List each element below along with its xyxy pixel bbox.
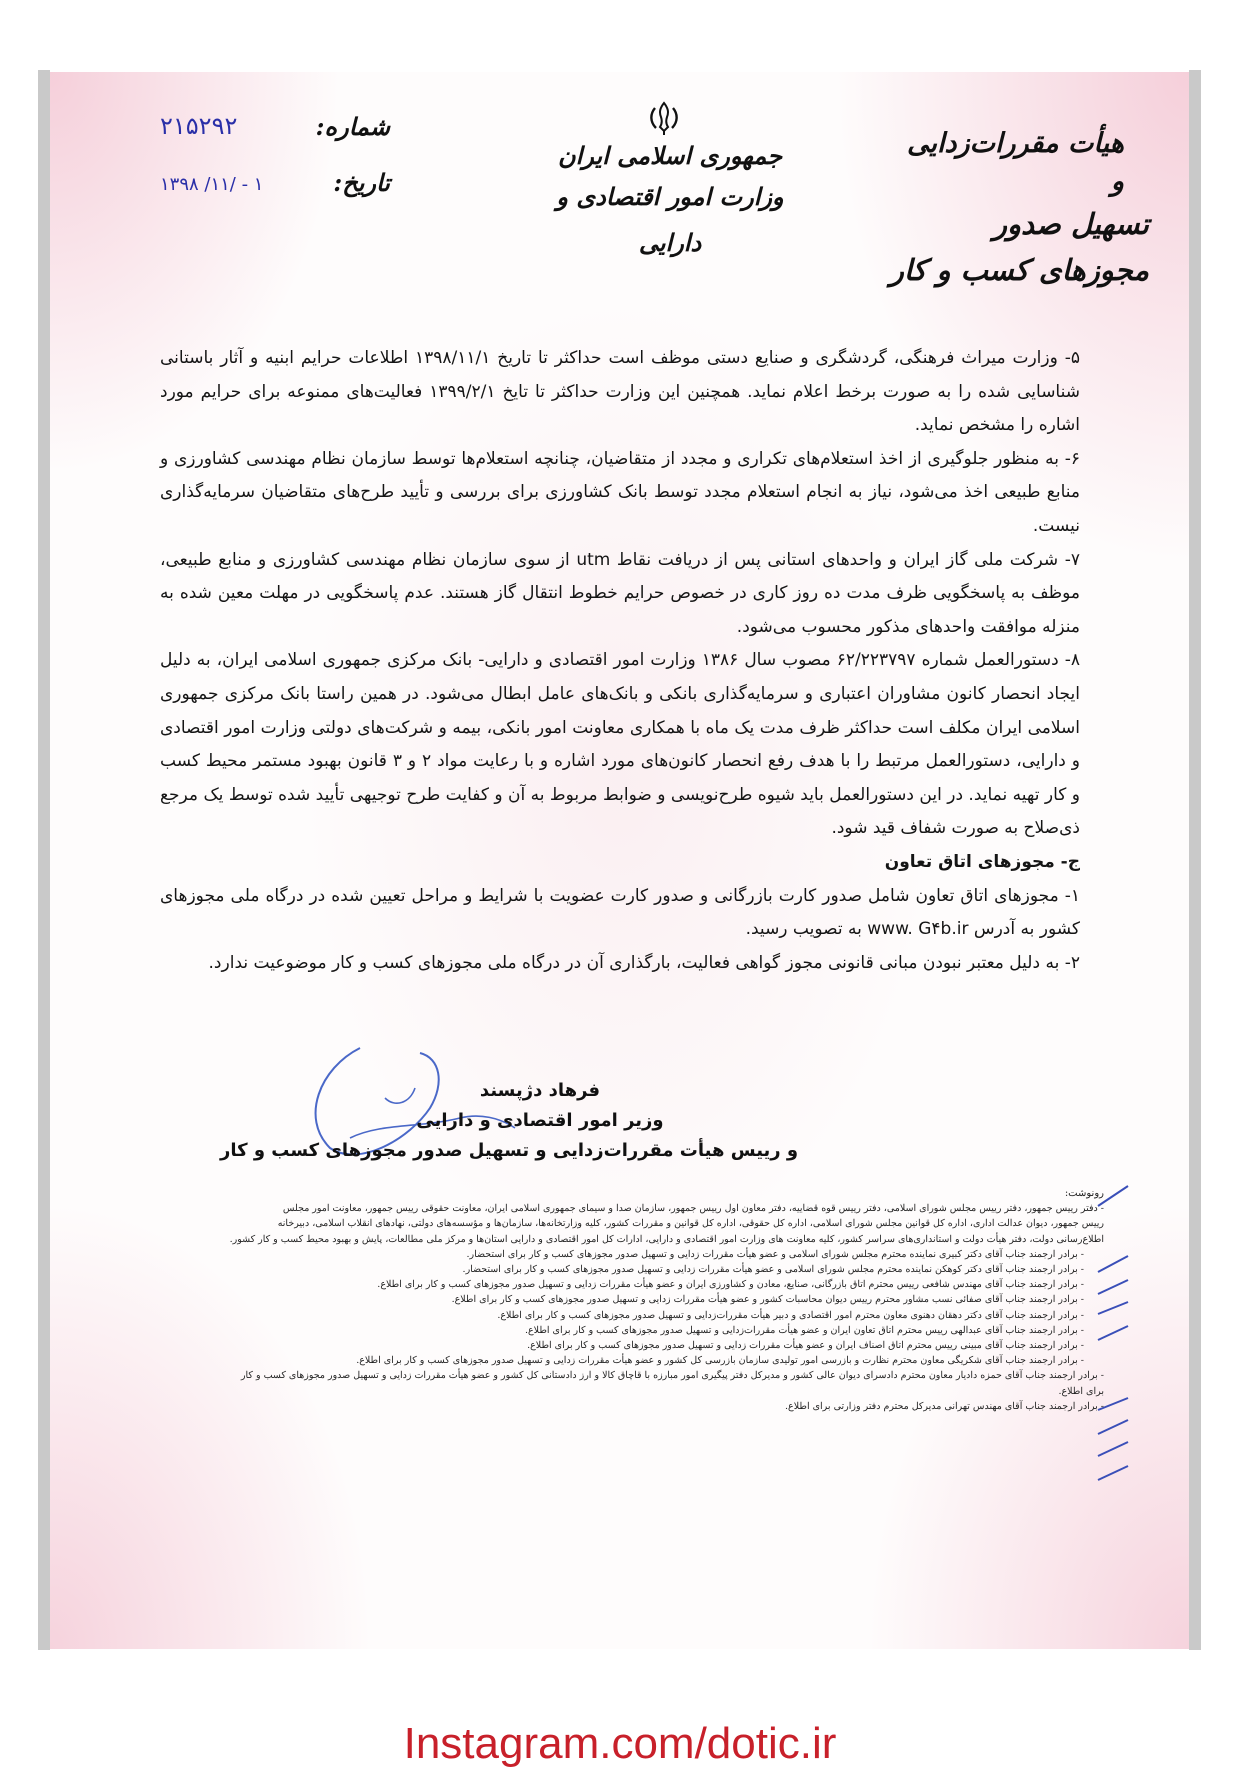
copies-line: - برادر ارجمند جناب آقای مبینی رییس محترم اتاق اصناف ایران و عضو هیأت مقررات زدایی و تسهیل صدور مجوزهای کسب و کار برای اطلاع. — [527, 1340, 1084, 1352]
copies-line: رییس جمهور، دیوان عدالت اداری، اداره کل قوانین مجلس شورای اسلامی، اداره کل حقوقی، اداره کل قوانین و مقررات کشور، کلیه وزارتخانه‌ها، سازمان‌ها و مؤسسه‌های دولتی، نهادهای انقلاب اسلامی، دبیرخانه — [277, 1218, 1104, 1230]
number-label: شماره: — [315, 112, 390, 141]
copies-list — [148, 1186, 1104, 1414]
signatory-title: وزیر امور اقتصادی و دارایی — [416, 1110, 664, 1131]
date-value: ۱۳۹۸ /۱۱/ - ۱ — [160, 174, 264, 195]
signatory-name: فرهاد دژپسند — [479, 1080, 601, 1101]
source-watermark: Instagram.com/dotic.ir — [403, 1719, 837, 1768]
checkmark-icon — [1098, 1302, 1128, 1314]
letter-body — [160, 342, 1080, 980]
clause-6: ۶- به منظور جلوگیری از اخذ استعلام‌های تکراری و مجدد از متقاضیان، چنانچه استعلام‌ها توسط سازمان نظام مهندسی کشاورزی و منابع طبیعی اخذ می‌شود، نیاز به انجام استعلام مجدد توسط بانک کشاورزی برای بررسی و تأیید طرح‌های متقاضیان سرمایه‌گذاری نیست. — [160, 448, 1080, 536]
copies-line: - برادر ارجمند جناب آقای مهندس شافعی رییس محترم اتاق بازرگانی، صنایع، معادن و کشاورزی ایران و عضو هیأت مقررات زدایی و تسهیل صدور مجوزهای کسب و کار برای اطلاع. — [377, 1279, 1084, 1291]
clause-7: ۷- شرکت ملی گاز ایران و واحدهای استانی پس از دریافت نقاط utm از سوی سازمان نظام مهندسی کشاورزی و منابع طبیعی، موظف به پاسخگویی ظرف مدت ده روز کاری در خصوص حرایم خطوط انتقال گاز هستند. عدم پاسخگویی در مهلت معین شده به منزله موافقت واحدهای مذکور محسوب می‌شود. — [160, 549, 1080, 637]
scan-edge-left — [38, 70, 50, 1650]
copies-line: - برادر ارجمند جناب آقای شکریگی معاون محترم نظارت و بازرسی امور تولیدی سازمان بازرسی کل کشور و عضو هیأت مقررات زدایی و تسهیل صدور مجوزهای کسب و کار برای اطلاع. — [356, 1355, 1084, 1367]
national-emblem-icon — [646, 100, 682, 136]
copies-line: - برادر ارجمند جناب آقای مهندس تهرانی مدیرکل محترم دفتر وزارتی برای اطلاع. — [785, 1400, 1104, 1412]
checkmark-icon — [1098, 1256, 1128, 1272]
republic-name: جمهوری اسلامی ایران — [557, 141, 783, 170]
copies-line: - برادر ارجمند جناب آقای عبدالهی رییس محترم اتاق تعاون ایران و عضو هیأت مقررات‌زدایی و تسهیل صدور مجوزهای کسب و کار برای اطلاع. — [524, 1324, 1084, 1336]
section-heading: ج- مجوزهای اتاق تعاون — [884, 851, 1080, 872]
checkmark-icon — [1098, 1442, 1128, 1456]
scan-edge-right — [1189, 70, 1201, 1650]
copies-line: - برادر ارجمند جناب آقای حمزه دادیار معاون محترم دادسرای دیوان عالی کشور و مدیرکل دفتر پیگیری امور مبارزه با قاچاق کالا و ارز دادستانی کل کشور و عضو هیأت مقررات زدایی و تسهیل صدور مجوزهای کسب و کار — [240, 1370, 1104, 1382]
checkmark-icon — [1098, 1326, 1128, 1340]
government-block — [545, 138, 795, 266]
clause-8: ۸- دستورالعمل شماره ۶۲/۲۲۳۷۹۷ مصوب سال ۱۳۸۶ وزارت امور اقتصادی و دارایی- بانک مرکزی جمهوری اسلامی ایران، به دلیل ایجاد انحصار کانون مشاوران اعتباری و سرمایه‌گذاری بانکی و بانک‌های عامل ابطال می‌شود. در همین راستا بانک مرکزی جمهوری اسلامی ایران مکلف است حداکثر ظرف مدت یک ماه با همکاری معاونت امور بانکی، بیمه و شرکت‌های دولتی وزارت امور اقتصادی و دارایی، دستورالعمل مرتبط را با هدف رفع انحصار کانون‌های مورد اشاره و با رعایت مواد ۲ و ۳ قانون بهبود مستمر محیط کسب و کار تهیه نماید. در این دستورالعمل باید شیوه طرح‌نویسی و ضوابط مربوط به آن و کفایت طرح توجیهی تأیید شده توسط یک مرجع ذی‌صلاح به صورت شفاف قید شود. — [160, 650, 1080, 839]
copies-line: - برادر ارجمند جناب آقای دکتر کوهکن نماینده محترم مجلس شورای اسلامی و عضو هیأت مقررات زدایی و تسهیل صدور مجوزهای کسب و کار برای استحضار. — [462, 1264, 1084, 1276]
section-clause-1: ۱- مجوزهای اتاق تعاون شامل صدور کارت بازرگانی و صدور کارت عضویت با شرایط و مراحل تعیین شده در درگاه ملی مجوزهای کشور به آدرس www. G۴b.ir به تصویب رسید. — [160, 885, 1080, 940]
checkmark-icon — [1098, 1398, 1128, 1410]
section-clause-2: ۲- به دلیل معتبر نبودن مبانی قانونی مجوز گواهی فعالیت، بارگذاری آن در درگاه ملی مجوزهای کسب و کار موضوعیت ندارد. — [208, 952, 1080, 973]
letter-date-row — [150, 168, 390, 224]
signature-block — [210, 1076, 870, 1166]
checkmark-icon — [1098, 1420, 1128, 1434]
letter-number-row — [150, 112, 390, 168]
copies-line: - برادر ارجمند جناب آقای صفائی نسب مشاور محترم رییس دیوان محاسبات کشور و عضو هیأت مقررات زدایی و تسهیل صدور مجوزهای کسب و کار برای اطلاع. — [451, 1294, 1084, 1306]
checkmark-icon — [1098, 1186, 1128, 1206]
copies-line: برای اطلاع. — [1058, 1385, 1104, 1397]
copies-line: - برادر ارجمند جناب آقای دکتر کبیری نماینده محترم مجلس شورای اسلامی و عضو هیأت مقررات زدایی و تسهیل صدور مجوزهای کسب و کار برای استحضار. — [466, 1248, 1084, 1260]
issuer-block — [889, 125, 1149, 293]
checkmark-column — [1094, 1184, 1134, 1514]
signatory-title-2: و رییس هیأت مقررات‌زدایی و تسهیل صدور مجوزهای کسب و کار — [220, 1140, 799, 1161]
issuer-line-1: هیأت مقررات‌زدایی و — [907, 128, 1124, 197]
copies-line: - دفتر رییس جمهور، دفتر رییس مجلس شورای اسلامی، دفتر رییس قوه قضاییه، دفتر معاون اول رییس جمهور، سازمان صدا و سیمای جمهوری اسلامی ایران، معاونت حقوقی رییس جمهور، معاونت امور مجلس — [282, 1203, 1104, 1215]
copies-line: - برادر ارجمند جناب آقای دکتر دهقان دهنوی معاون محترم امور اقتصادی و دبیر هیأت مقررات‌زدایی و تسهیل صدور مجوزهای کسب و کار برای اطلاع. — [497, 1309, 1084, 1321]
ministry-name: وزارت امور اقتصادی و دارایی — [556, 182, 784, 257]
checkmark-icon — [1098, 1466, 1128, 1480]
letter-meta — [150, 112, 390, 224]
number-value: ۲۱۵۲۹۲ — [160, 112, 238, 140]
copies-title: رونوشت: — [1064, 1188, 1104, 1199]
clause-5: ۵- وزارت میراث فرهنگی، گردشگری و صنایع دستی موظف است حداکثر تا تاریخ ۱۳۹۸/۱۱/۱ اطلاعات حرایم ابنیه و آثار باستانی شناسایی شده را به صورت برخط اعلام نماید. همچنین این وزارت حداکثر تا تایخ ۱۳۹۹/۲/۱ فعالیت‌های ممنوعه برای حرایم مورد اشاره را مشخص نماید. — [160, 348, 1080, 436]
copies-line: اطلاع‌رسانی دولت، دفتر هیأت دولت و استانداری‌های سراسر کشور، کلیه معاونت های وزارت امور اقتصادی و دارایی، ادارات کل امور اقتصادی و دارایی استان‌ها و مرکز ملی مطالعات، پایش و بهبود محیط کسب و کار کشور. — [229, 1233, 1104, 1245]
date-label: تاریخ: — [333, 168, 390, 197]
issuer-line-2: تسهیل صدور مجوزهای کسب و کار — [889, 207, 1149, 287]
checkmark-icon — [1098, 1280, 1128, 1294]
